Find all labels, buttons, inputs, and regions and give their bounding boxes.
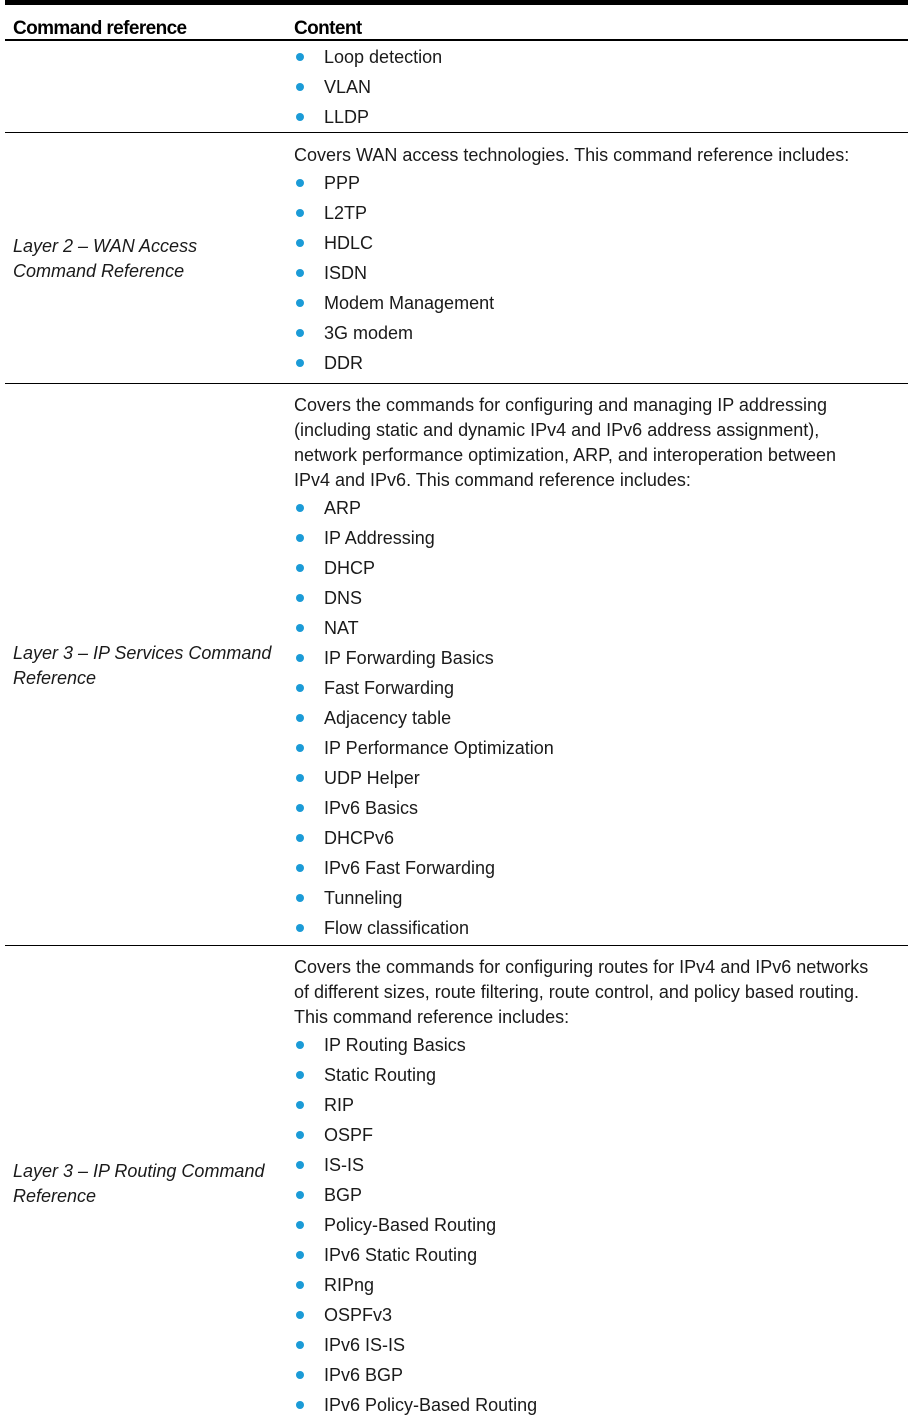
table-row-continuation xyxy=(5,41,908,132)
table-row-ip-routing xyxy=(5,945,908,1415)
list-item: HDLC xyxy=(294,228,874,258)
list-item: RIP xyxy=(294,1090,874,1120)
content-cell xyxy=(294,133,874,378)
list-item: Tunneling xyxy=(294,883,874,913)
list-item: LLDP xyxy=(294,102,874,132)
bullet-icon xyxy=(296,714,304,722)
list-item: DDR xyxy=(294,348,874,378)
list-item: Policy-Based Routing xyxy=(294,1210,874,1240)
list-item: IP Routing Basics xyxy=(294,1030,874,1060)
bullet-icon xyxy=(296,744,304,752)
list-item: Loop detection xyxy=(294,42,874,72)
bullet-icon xyxy=(296,834,304,842)
list-item: VLAN xyxy=(294,72,874,102)
row-intro: Covers the commands for configuring and managing IP addressing (including static and dynamic IPv4 and IPv6 address assignment), network performance optimization, ARP, and interoperation between IPv4 and IPv6. This command reference includes: xyxy=(294,395,836,490)
bullet-icon xyxy=(296,179,304,187)
bullet-icon xyxy=(296,53,304,61)
list-item: IS-IS xyxy=(294,1150,874,1180)
list-item: DNS xyxy=(294,583,874,613)
list-item: BGP xyxy=(294,1180,874,1210)
list-item: IPv6 Policy-Based Routing xyxy=(294,1390,874,1420)
list-item: ISDN xyxy=(294,258,874,288)
feature-list xyxy=(294,42,874,132)
bullet-icon xyxy=(296,924,304,932)
list-item: Fast Forwarding xyxy=(294,673,874,703)
command-reference-name: Layer 2 – WAN Access Command Reference xyxy=(13,236,198,281)
list-item: DHCP xyxy=(294,553,874,583)
table-header-row xyxy=(5,5,908,41)
bullet-icon xyxy=(296,113,304,121)
bullet-icon xyxy=(296,534,304,542)
bullet-icon xyxy=(296,894,304,902)
list-item: DHCPv6 xyxy=(294,823,874,853)
bullet-icon xyxy=(296,504,304,512)
bullet-icon xyxy=(296,1101,304,1109)
command-reference-table xyxy=(5,0,908,1415)
list-item: IPv6 Static Routing xyxy=(294,1240,874,1270)
bullet-icon xyxy=(296,594,304,602)
list-item: Flow classification xyxy=(294,913,874,943)
list-item: OSPF xyxy=(294,1120,874,1150)
bullet-icon xyxy=(296,1221,304,1229)
list-item: NAT xyxy=(294,613,874,643)
bullet-icon xyxy=(296,624,304,632)
header-content: Content xyxy=(294,18,362,39)
bullet-icon xyxy=(296,1161,304,1169)
bullet-icon xyxy=(296,239,304,247)
list-item: IP Addressing xyxy=(294,523,874,553)
bullet-icon xyxy=(296,564,304,572)
list-item: IP Forwarding Basics xyxy=(294,643,874,673)
list-item: IPv6 Basics xyxy=(294,793,874,823)
bullet-icon xyxy=(296,1311,304,1319)
row-intro: Covers the commands for configuring routes for IPv4 and IPv6 networks of different sizes, route filtering, route control, and policy based routing. This command reference includes: xyxy=(294,957,869,1027)
bullet-icon xyxy=(296,299,304,307)
table-row-ip-services xyxy=(5,383,908,945)
feature-list xyxy=(294,168,874,378)
bullet-icon xyxy=(296,1041,304,1049)
list-item: L2TP xyxy=(294,198,874,228)
bullet-icon xyxy=(296,864,304,872)
row-intro: Covers WAN access technologies. This command reference includes: xyxy=(294,145,850,165)
bullet-icon xyxy=(296,1191,304,1199)
list-item: IP Performance Optimization xyxy=(294,733,874,763)
list-item: IPv6 Fast Forwarding xyxy=(294,853,874,883)
command-reference-name: Layer 3 – IP Routing Command Reference xyxy=(13,1161,265,1206)
bullet-icon xyxy=(296,1371,304,1379)
content-cell xyxy=(294,384,874,943)
bullet-icon xyxy=(296,774,304,782)
list-item: IPv6 BGP xyxy=(294,1360,874,1390)
list-item: UDP Helper xyxy=(294,763,874,793)
bullet-icon xyxy=(296,654,304,662)
list-item: Adjacency table xyxy=(294,703,874,733)
bullet-icon xyxy=(296,684,304,692)
bullet-icon xyxy=(296,1401,304,1409)
feature-list xyxy=(294,493,874,943)
bullet-icon xyxy=(296,359,304,367)
command-reference-name: Layer 3 – IP Services Command Reference xyxy=(13,643,272,688)
bullet-icon xyxy=(296,209,304,217)
content-cell xyxy=(294,946,874,1420)
bullet-icon xyxy=(296,804,304,812)
content-cell xyxy=(294,42,874,132)
table-row-wan-access xyxy=(5,132,908,383)
list-item: Modem Management xyxy=(294,288,874,318)
list-item: Static Routing xyxy=(294,1060,874,1090)
list-item: ARP xyxy=(294,493,874,523)
bullet-icon xyxy=(296,1281,304,1289)
list-item: OSPFv3 xyxy=(294,1300,874,1330)
bullet-icon xyxy=(296,1341,304,1349)
bullet-icon xyxy=(296,1071,304,1079)
bullet-icon xyxy=(296,269,304,277)
list-item: 3G modem xyxy=(294,318,874,348)
feature-list xyxy=(294,1030,874,1420)
list-item: IPv6 IS-IS xyxy=(294,1330,874,1360)
list-item: PPP xyxy=(294,168,874,198)
list-item: RIPng xyxy=(294,1270,874,1300)
bullet-icon xyxy=(296,1131,304,1139)
bullet-icon xyxy=(296,83,304,91)
bullet-icon xyxy=(296,1251,304,1259)
header-command-reference: Command reference xyxy=(13,18,187,39)
bullet-icon xyxy=(296,329,304,337)
